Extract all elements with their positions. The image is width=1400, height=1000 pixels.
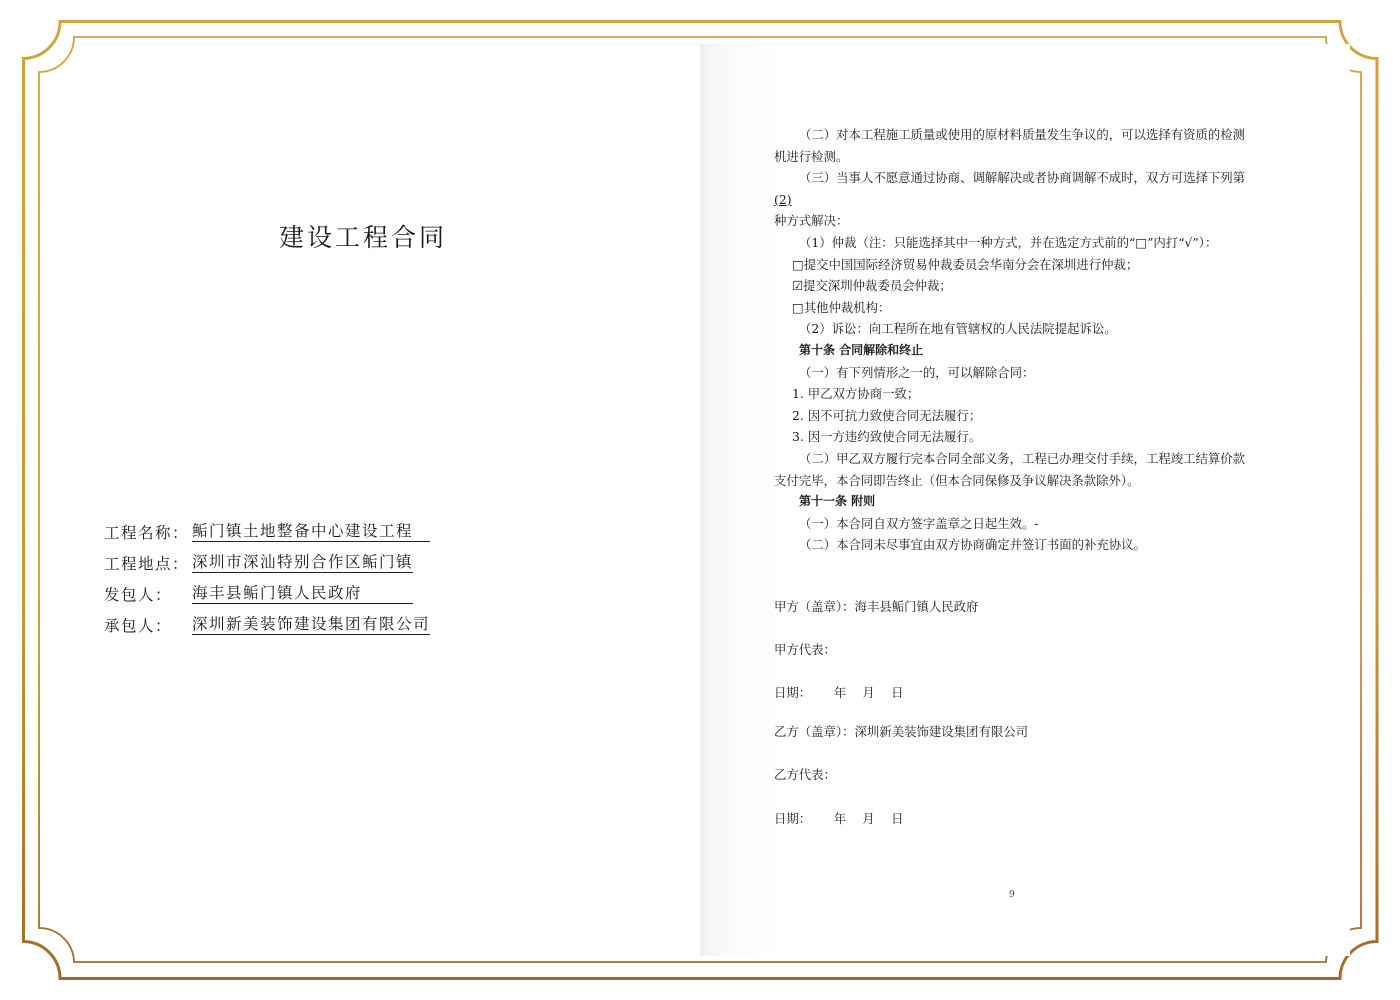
employer-value: 海丰县鲘门镇人民政府 <box>192 583 414 602</box>
contractor-label: 承包人： <box>104 616 173 635</box>
arbitration-option-shenzhen: ☑提交深圳仲裁委员会仲裁； <box>792 278 952 294</box>
party-b-date: 日期： 年 月 日 <box>774 811 904 826</box>
supplementary-agreement-clause: （二）本合同未尽事宜由双方协商确定并签订书面的补充协议。 <box>799 537 1146 553</box>
project-name-label: 工程名称： <box>104 523 190 542</box>
cover-page <box>40 40 680 960</box>
employer-label: 发包人： <box>104 585 173 604</box>
dispute-resolution-paragraph <box>774 167 1254 232</box>
litigation-paragraph: （2）诉讼：向工程所在地有管辖权的人民法院提起诉讼。 <box>799 321 1117 337</box>
project-location-label: 工程地点： <box>104 554 190 573</box>
project-info-block <box>104 516 430 640</box>
contractor-row <box>104 609 430 640</box>
project-location-value: 深圳市深汕特别合作区鲘门镇 <box>192 552 414 571</box>
dispute-resolution-text: （三）当事人不愿意通过协商、调解解决或者协商调解不成时，双方可选择下列第 <box>799 170 1246 186</box>
arbitration-note: （1）仲裁（注：只能选择其中一种方式，并在选定方式前的“□”内打“√”）： <box>799 234 1218 250</box>
dispute-quality-paragraph: （二）对本工程施工质量或使用的原材料质量发生争议的，可以选择有资质的检测机进行检测。 <box>774 127 1246 164</box>
party-a-seal: 甲方（盖章）：海丰县鲘门镇人民政府 <box>774 599 979 614</box>
contract-body <box>774 124 1254 556</box>
effective-date-clause: （一）本合同自双方签字盖章之日起生效。- <box>799 515 1039 531</box>
party-a-date: 日期： 年 月 日 <box>774 685 904 700</box>
project-name-value: 鲘门镇土地整备中心建设工程 <box>192 521 431 540</box>
dispute-resolution-suffix: 种方式解决： <box>774 213 849 229</box>
article-10-heading: 第十条 合同解除和终止 <box>799 342 924 357</box>
party-b-representative: 乙方代表： <box>774 767 836 782</box>
termination-item-2: 2. 因不可抗力致使合同无法履行； <box>792 407 982 423</box>
arbitration-option-cietac: □提交中国国际经济贸易仲裁委员会华南分会在深圳进行仲裁； <box>792 256 1139 272</box>
arbitration-option-other: □其他仲裁机构： <box>792 299 891 315</box>
termination-conditions: （一）有下列情形之一的，可以解除合同： <box>799 364 1035 380</box>
party-b-seal: 乙方（盖章）：深圳新美装饰建设集团有限公司 <box>774 724 1029 739</box>
contract-terms-page <box>700 44 1350 956</box>
termination-item-1: 1. 甲乙双方协商一致； <box>792 386 920 402</box>
contractor-value: 深圳新美装饰建设集团有限公司 <box>192 614 431 633</box>
project-location-row <box>104 547 430 578</box>
contract-completion-paragraph: （二）甲乙双方履行完本合同全部义务，工程已办理交付手续，工程竣工结算价款支付完毕，本合同即告终止（但本合同保修及争议解决条款除外）。 <box>774 450 1246 488</box>
party-a-representative: 甲方代表： <box>774 642 836 657</box>
page-number: 9 <box>1009 890 1015 900</box>
article-11-heading: 第十一条 附则 <box>799 494 876 509</box>
contract-title: 建设工程合同 <box>278 223 447 252</box>
termination-item-3: 3. 因一方违约致使合同无法履行。 <box>792 429 982 445</box>
selected-method-number: (2) <box>774 191 792 207</box>
employer-row <box>104 578 430 609</box>
project-name-row <box>104 516 430 547</box>
